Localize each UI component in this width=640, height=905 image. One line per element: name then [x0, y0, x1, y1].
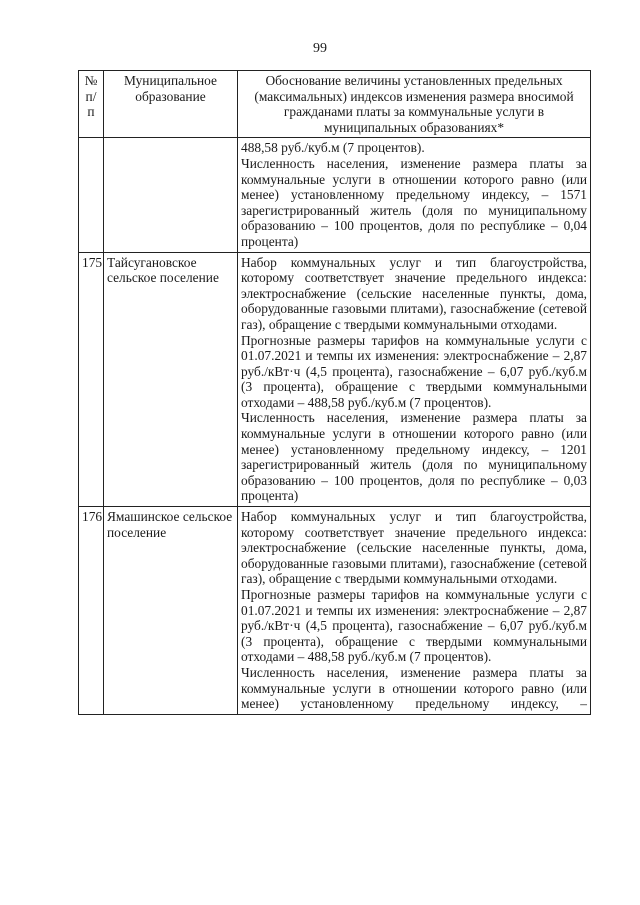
header-municipality: Муниципальное образование [104, 71, 238, 138]
row-municipality: Ямашинское сельское поселение [104, 507, 238, 715]
justification-paragraph: Прогнозные размеры тарифов на коммунальные услуги с 01.07.2021 и темпы их изменения: электроснабжение – 2,87 руб./кВт·ч (4,5 процента), газоснабжение – 6,07 руб./куб.м (3 процента), обращение с твердыми коммунальными отходами – 488,58 руб./куб.м (7 процентов). [241, 332, 587, 410]
table-row [79, 507, 591, 715]
row-justification [238, 138, 591, 252]
row-justification [238, 252, 591, 507]
header-justification: Обоснование величины установленных предельных (максимальных) индексов изменения размера вносимой гражданами платы за коммунальные услуги в муниципальных образованиях* [238, 71, 591, 138]
justification-paragraph: Численность населения, изменение размера платы за коммунальные услуги в отношении которого равно (или менее) установленному предельному индексу, – 1571 зарегистрированный житель (доля по муниципальному образованию – 100 процентов, доля по республике – 0,04 процента) [241, 155, 587, 249]
tariff-table [78, 70, 591, 715]
row-municipality: Тайсугановское сельское поселение [104, 252, 238, 507]
header-number: № п/п [79, 71, 104, 138]
row-justification [238, 507, 591, 715]
row-municipality [104, 138, 238, 252]
justification-paragraph: Численность населения, изменение размера платы за коммунальные услуги в отношении которого равно (или менее) установленному предельному индексу, – 1201 зарегистрированный житель (доля по муниципальному образованию – 100 процентов, доля по республике – 0,03 процента) [241, 410, 587, 504]
justification-paragraph: Набор коммунальных услуг и тип благоустройства, которому соответствует значение предельного индекса: электроснабжение (сельские населенные пункты, дома, оборудованные газовыми плитами), газоснабжение (сетевой газ), обращение с твердыми коммунальными отходами. [241, 254, 587, 332]
row-number: 176 [79, 507, 104, 715]
table-header-row [79, 71, 591, 138]
table-row [79, 138, 591, 252]
justification-paragraph: Прогнозные размеры тарифов на коммунальные услуги с 01.07.2021 и темпы их изменения: электроснабжение – 2,87 руб./кВт·ч (4,5 процента), газоснабжение – 6,07 руб./куб.м (3 процента), обращение с твердыми коммунальными отходами – 488,58 руб./куб.м (7 процентов). [241, 587, 587, 665]
table-row [79, 252, 591, 507]
row-number [79, 138, 104, 252]
justification-paragraph: 488,58 руб./куб.м (7 процентов). [241, 140, 425, 156]
page-number: 99 [313, 41, 327, 56]
row-number: 175 [79, 252, 104, 507]
justification-paragraph: Набор коммунальных услуг и тип благоустройства, которому соответствует значение предельного индекса: электроснабжение (сельские населенные пункты, дома, оборудованные газовыми плитами), газоснабжение (сетевой газ), обращение с твердыми коммунальными отходами. [241, 509, 587, 587]
justification-paragraph: Численность населения, изменение размера платы за коммунальные услуги в отношении которого равно (или менее) установленному предельному индексу, – [241, 664, 587, 712]
